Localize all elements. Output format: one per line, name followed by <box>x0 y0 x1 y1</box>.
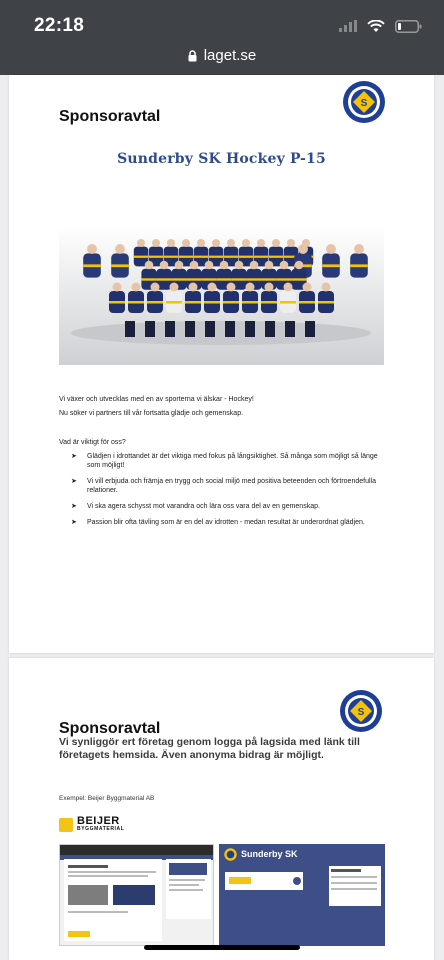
player-head <box>132 283 141 292</box>
home-indicator[interactable] <box>144 945 300 950</box>
lock-icon <box>188 50 197 62</box>
player-head <box>113 283 122 292</box>
player-legs <box>125 321 135 337</box>
player-head <box>208 283 217 292</box>
svg-text:S: S <box>357 707 365 718</box>
values-list <box>71 452 386 534</box>
website-screenshot <box>59 844 214 946</box>
club-logo <box>342 80 386 124</box>
player-head <box>326 244 336 254</box>
url-text: laget.se <box>203 47 257 64</box>
jersey-stripe <box>186 278 201 280</box>
wifi-icon <box>367 20 385 33</box>
arrow-bullet-icon: ➤ <box>71 519 77 526</box>
player-head <box>190 261 199 270</box>
jersey-stripe <box>149 256 163 258</box>
player-head <box>152 239 160 247</box>
jersey-stripe <box>269 256 283 258</box>
list-item: ➤ Glädjen i idrottandet är det viktiga med fokus på långsiktighet. Så många som möjligt så länge som möjligt! <box>71 453 378 469</box>
player-head <box>322 283 331 292</box>
status-icons <box>339 16 422 36</box>
player-head <box>115 244 125 254</box>
mobile-screenshot-graphic <box>219 844 385 946</box>
jersey-stripe <box>216 278 231 280</box>
player-head <box>151 283 160 292</box>
jersey-stripe <box>254 256 268 258</box>
jersey-stripe <box>261 278 276 280</box>
status-bar <box>0 0 444 44</box>
team-photo <box>59 225 384 365</box>
jersey-stripe <box>179 256 193 258</box>
jersey-stripe <box>318 301 334 304</box>
intro-line-1: Vi växer och utvecklas med en av sporterna vi älskar - Hockey! <box>59 396 254 403</box>
jersey-stripe <box>111 264 129 267</box>
player-legs <box>245 321 255 337</box>
player-head <box>235 261 244 270</box>
jersey-stripe <box>280 301 296 304</box>
mobile-screenshot <box>219 844 385 946</box>
document-page-2 <box>9 658 434 960</box>
team-title: Sunderby SK Hockey P-15 <box>117 151 326 167</box>
list-item: ➤ Vi ska agera schysst mot varandra och lära oss vara del av en gemenskap. <box>71 503 320 510</box>
jersey-stripe <box>239 256 253 258</box>
jersey-stripe <box>246 278 261 280</box>
intro-line-2: Nu söker vi partners till vår fortsatta glädje och gemenskap. <box>59 410 244 417</box>
player-head <box>242 239 250 247</box>
player-head <box>212 239 220 247</box>
player-head <box>265 283 274 292</box>
document-page-1 <box>9 75 434 653</box>
player-legs <box>205 321 215 337</box>
jersey-stripe <box>83 264 101 267</box>
player-legs <box>285 321 295 337</box>
beijer-name: BEIJER <box>77 815 120 827</box>
url-bar[interactable] <box>0 44 444 75</box>
jersey-stripe <box>223 301 239 304</box>
battery-icon <box>395 20 422 33</box>
player-head <box>87 244 97 254</box>
beijer-sub: BYGGMATERIAL <box>77 826 125 832</box>
page-title: Sponsoravtal <box>59 108 161 125</box>
player-head <box>205 261 214 270</box>
jersey-stripe <box>291 278 306 280</box>
list-item: ➤ Passion blir ofta tävling som är en del av idrotten - medan resultat är underordnat glädjen. <box>71 519 365 526</box>
player-legs <box>145 321 155 337</box>
player-head <box>167 239 175 247</box>
jersey-stripe <box>276 278 291 280</box>
jersey-stripe <box>322 264 340 267</box>
player-head <box>170 283 179 292</box>
player-head <box>220 261 229 270</box>
jersey-stripe <box>141 278 156 280</box>
jersey-stripe <box>134 256 148 258</box>
club-logo <box>339 689 383 733</box>
player-head <box>160 261 169 270</box>
player-head <box>295 261 304 270</box>
jersey-stripe <box>171 278 186 280</box>
player-head <box>250 261 259 270</box>
jersey-stripe <box>204 301 220 304</box>
jersey-stripe <box>147 301 163 304</box>
player-head <box>257 239 265 247</box>
player-head <box>189 283 198 292</box>
beijer-logo <box>59 815 124 835</box>
player-head <box>175 261 184 270</box>
jersey-stripe <box>231 278 246 280</box>
player-head <box>182 239 190 247</box>
jersey-stripe <box>166 301 182 304</box>
beijer-mark-icon <box>59 818 73 832</box>
jersey-stripe <box>224 256 238 258</box>
jersey-stripe <box>299 301 315 304</box>
screenshot-title: Sunderby SK <box>241 849 298 859</box>
player-legs <box>225 321 235 337</box>
player-head <box>354 244 364 254</box>
website-screenshot-graphic <box>60 845 214 946</box>
cellular-signal-icon <box>339 20 357 32</box>
jersey-stripe <box>242 301 258 304</box>
player-head <box>284 283 293 292</box>
player-head <box>303 283 312 292</box>
page-title: Sponsoravtal <box>59 720 161 737</box>
player-head <box>280 261 289 270</box>
svg-text:S: S <box>360 98 368 109</box>
arrow-bullet-icon: ➤ <box>71 478 77 485</box>
sponsor-headline: Vi synliggör ert företag genom logga på lagsida med länk till företagets hemsida. Även anonyma bidrag är möjligt. <box>59 736 360 761</box>
jersey-stripe <box>194 256 208 258</box>
jersey-stripe <box>201 278 216 280</box>
player-head <box>145 261 154 270</box>
player-head <box>227 283 236 292</box>
player-head <box>298 244 308 254</box>
jersey-stripe <box>156 278 171 280</box>
player-legs <box>265 321 275 337</box>
jersey-stripe <box>185 301 201 304</box>
player-legs <box>185 321 195 337</box>
example-label: Exempel: Beijer Byggmaterial AB <box>59 795 155 802</box>
player-head <box>287 239 295 247</box>
status-time: 22:18 <box>34 15 85 36</box>
jersey-stripe <box>164 256 178 258</box>
player-legs <box>305 321 315 337</box>
question-text: Vad är viktigt för oss? <box>59 439 126 446</box>
player-head <box>197 239 205 247</box>
jersey-stripe <box>209 256 223 258</box>
arrow-bullet-icon: ➤ <box>71 453 77 460</box>
player-legs <box>165 321 175 337</box>
player-head <box>265 261 274 270</box>
jersey-stripe <box>128 301 144 304</box>
arrow-bullet-icon: ➤ <box>71 503 77 510</box>
list-item: ➤ Vi vill erbjuda och främja en trygg och social miljö med positiva beteenden och förtroendefulla relationer. <box>71 478 376 494</box>
player-head <box>227 239 235 247</box>
jersey-stripe <box>350 264 368 267</box>
jersey-stripe <box>109 301 125 304</box>
player-head <box>272 239 280 247</box>
player-head <box>246 283 255 292</box>
player-head <box>137 239 145 247</box>
jersey-stripe <box>261 301 277 304</box>
